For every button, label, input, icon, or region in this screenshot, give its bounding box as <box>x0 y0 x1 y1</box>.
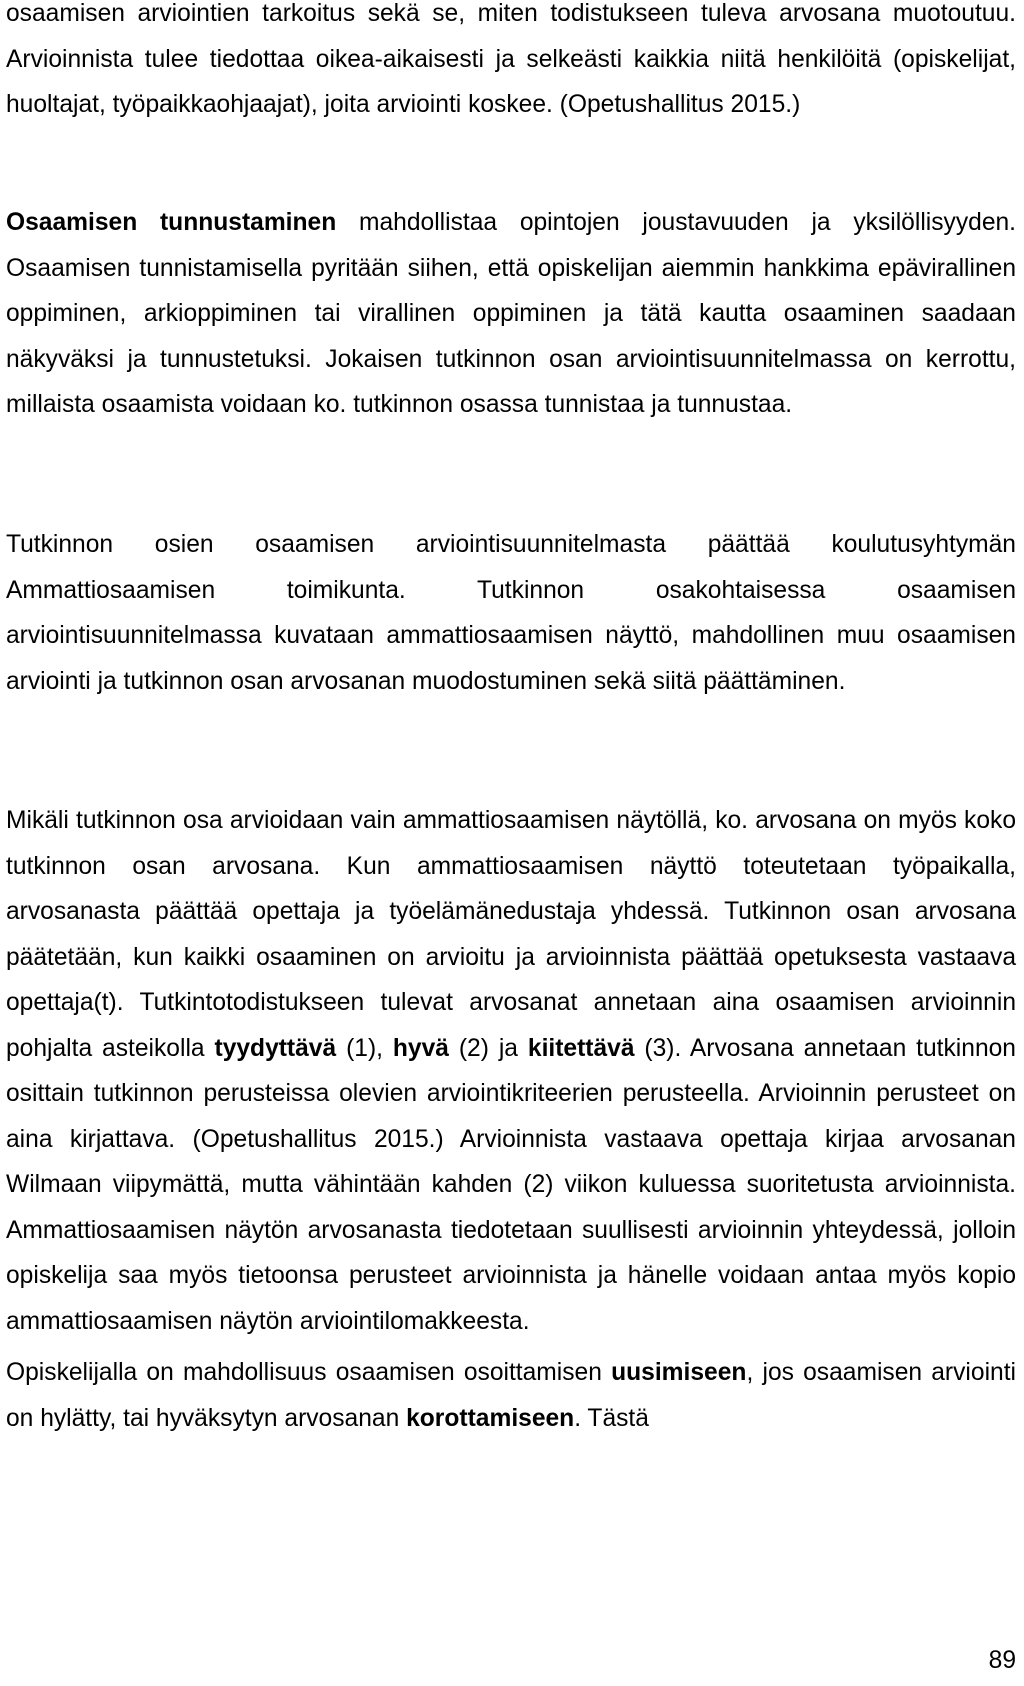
paragraph-text: (3). Arvosana annetaan tutkinnon osittain tutkinnon perusteissa olevien arviointikriteerien perusteella. Arvioinnin perusteet on aina kirjattava. (Opetushallitus 2015.) Arvioinnista vastaava opettaja kirjaa arvosanan Wilmaan viipymättä, mutta vähintään kahden (2) viikon kuluessa suoritetusta arvioinnista. Ammattiosaamisen näytön arvosanasta tiedotetaan suullisesti arvioinnin yhteydessä, jolloin opiskelija saa myös tietoonsa perusteet arvioinnista ja hänelle voidaan antaa myös kopio ammattiosaamisen näytön arviointilomakkeesta. <box>6 1034 1016 1335</box>
paragraph-grading <box>6 798 1016 1344</box>
paragraph-text: (2) ja <box>448 1034 528 1062</box>
paragraph-recognition <box>6 200 1016 428</box>
paragraph-text: Tutkinnon osien osaamisen arviointisuunnitelmasta päättää koulutusyhtymän Ammattiosaamisen toimikunta. Tutkinnon osakohtaisessa osaamisen arviointisuunnitelmassa kuvataan ammattiosaamisen näyttö, mahdollinen muu osaamisen arviointi ja tutkinnon osan arvosanan muodostuminen sekä siitä päättäminen. <box>6 531 1016 695</box>
paragraph-text: mahdollistaa opintojen joustavuuden ja yksilöllisyyden. Osaamisen tunnistamisella pyritään siihen, että opiskelijan aiemmin hankkima epävirallinen oppiminen, arkioppiminen tai virallinen oppiminen ja tätä kautta osaaminen saadaan näkyväksi ja tunnustetuksi. Jokaisen tutkinnon osan arviointisuunnitelmassa on kerrottu, millaista osaamista voidaan ko. tutkinnon osassa tunnistaa ja tunnustaa. <box>6 209 1017 418</box>
paragraph-assessment-plan <box>6 522 1016 704</box>
paragraph-text: osaamisen arviointien tarkoitus sekä se, miten todistukseen tuleva arvosana muotoutuu. Arvioinnista tulee tiedottaa oikea-aikaisesti ja selkeästi kaikkia niitä henkilöitä (opiskelijat, huoltajat, työpaikkaohjaajat), joita arviointi koskee. (Opetushallitus 2015.) <box>6 0 1016 118</box>
paragraph-assessment-purpose <box>6 0 1016 128</box>
page-number: 89 <box>988 1647 1016 1674</box>
paragraph-retake <box>6 1350 1016 1441</box>
bold-term-raising: korottamiseen <box>406 1404 575 1432</box>
bold-term-recognition: Osaamisen tunnustaminen <box>6 209 337 236</box>
paragraph-text: , jos osaamisen arviointi on hylätty, tai hyväksytyn arvosanan <box>6 1359 1017 1432</box>
bold-grade-excellent: kiitettävä <box>527 1034 635 1062</box>
paragraph-text: . Tästä <box>574 1404 649 1432</box>
paragraph-text: Opiskelijalla on mahdollisuus osaamisen osoittamisen <box>6 1359 612 1386</box>
bold-grade-good: hyvä <box>392 1034 449 1062</box>
paragraph-text: (1), <box>336 1034 393 1062</box>
bold-grade-satisfactory: tyydyttävä <box>214 1034 337 1062</box>
paragraph-text: Mikäli tutkinnon osa arvioidaan vain ammattiosaamisen näytöllä, ko. arvosana on myös koko tutkinnon osan arvosana. Kun ammattiosaamisen näyttö toteutetaan työpaikalla, arvosanasta päättää opettaja ja työelämänedustaja yhdessä. Tutkinnon osan arvosana päätetään, kun kaikki osaaminen on arvioitu ja arvioinnista päättää opetuksesta vastaava opettaja(t). Tutkintotodistukseen tulevat arvosanat annetaan aina osaamisen arvioinnin pohjalta asteikolla <box>6 807 1016 1062</box>
bold-term-renewal: uusimiseen <box>611 1359 747 1386</box>
